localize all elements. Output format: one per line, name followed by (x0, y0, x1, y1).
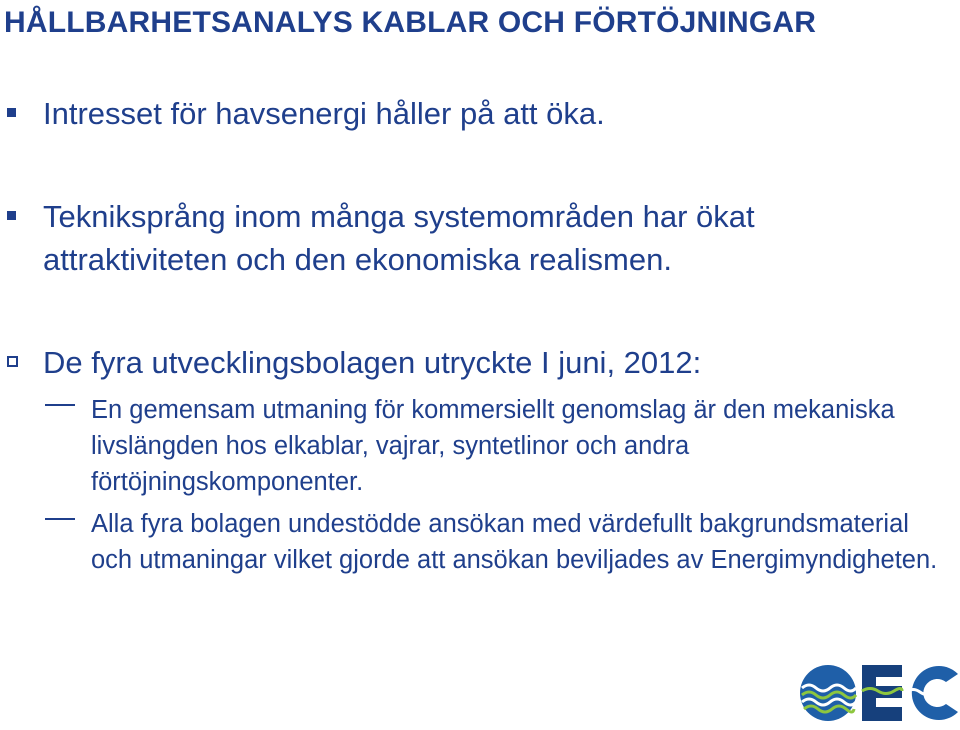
sub-item-text: Alla fyra bolagen undestödde ansökan med värdefullt bakgrundsmaterial och utmaningar vilket gjorde att ansökan beviljades av Energimyndigheten. (91, 510, 938, 574)
bullet-text: Tekniksprång inom många systemområden har ökat attraktiviteten och den ekonomiska realismen. (43, 199, 755, 277)
page-title: HÅLLBARHETSANALYS KABLAR OCH FÖRTÖJNINGAR (4, 6, 817, 39)
dash-icon (45, 518, 75, 520)
square-bullet-icon (7, 211, 16, 220)
square-bullet-icon (7, 356, 18, 367)
bullet-text: De fyra utvecklingsbolagen utryckte I juni, 2012: (43, 345, 702, 380)
sub-item-text: En gemensam utmaning för kommersiellt genomslag är den mekaniska livslängden hos elkablar, vajrar, syntetlinor och andra förtöjningskomponenter. (91, 396, 895, 496)
logo-e-icon (862, 665, 902, 721)
bullet-text: Intresset för havsenergi håller på att öka. (43, 96, 605, 131)
dash-icon (45, 404, 75, 406)
logo-c-icon (906, 666, 958, 720)
logo-o-icon (800, 665, 856, 721)
square-bullet-icon (7, 108, 16, 117)
oec-logo (800, 662, 960, 724)
